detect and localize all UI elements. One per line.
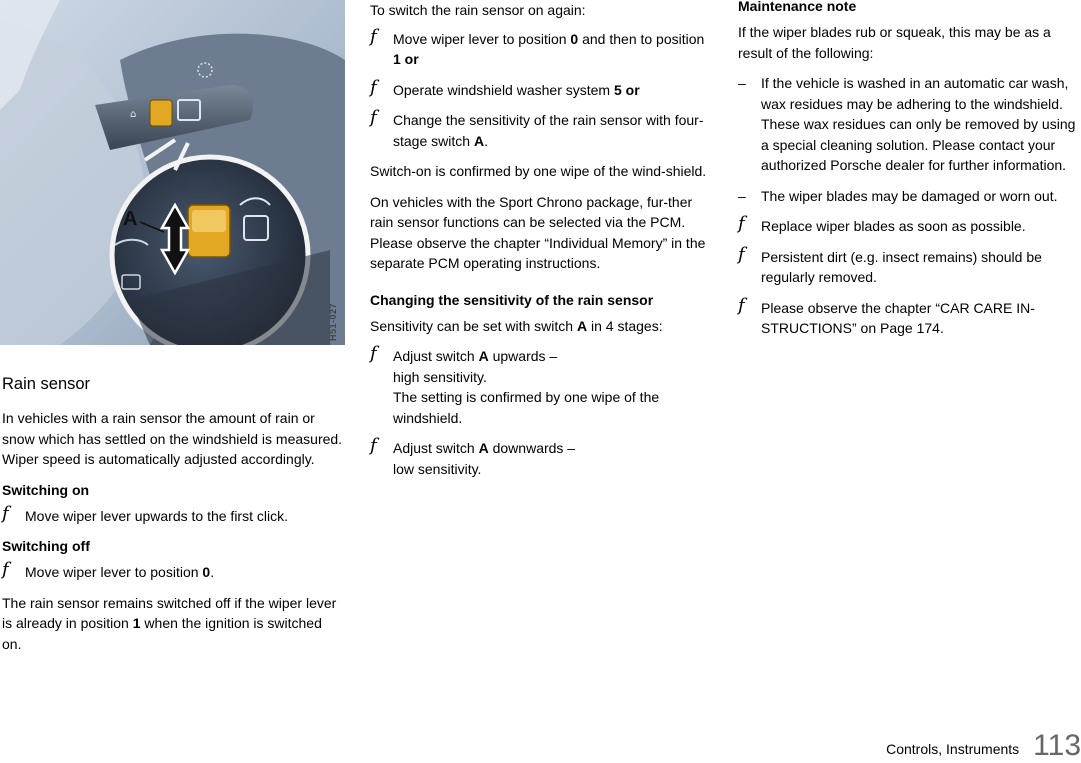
subheading-switching-off: Switching off [2,538,90,554]
bullet-marker: f [370,76,377,98]
step-switching-off [2,559,345,583]
page-number: 113 [1033,729,1081,762]
maintenance-intro: If the wiper blades rub or squeak, this may be as a result of the following: [738,24,1051,61]
switch-on-again-title: To switch the rain sensor on again: [370,2,586,18]
bullet-marker: f [370,435,377,456]
position-value: 0 [202,564,211,580]
switching-off-note: The rain sensor remains switched off if the wiper lever is already in position 1 when the ignition is switched on. [2,594,337,652]
bullet-marker: f [370,25,377,47]
column-left [2,0,345,664]
svg-text:⌂: ⌂ [130,109,137,120]
rain-sensor-intro: In vehicles with a rain sensor the amount of rain or snow which has settled on the windshield is measured. Wiper speed is automatically adjusted accordingly. [2,410,343,467]
cause-wax-residues: – If the vehicle is washed in an automatic car wash, wax residues may be adhering to the windshield. These wax residues can only be removed by using a special cleaning solution. Please contact your authorized Porsche dealer for further information. [738,75,1076,173]
wiper-switch-photo [0,0,345,345]
wiper-switch-illustration [0,0,345,345]
sensitivity-intro: Sensitivity can be set with switch A in 4 stages: [370,317,663,334]
column-middle [370,0,714,489]
step-adjust-down: f Adjust switch A downwards – low sensitivity. [370,435,576,477]
bullet-marker: f [2,502,9,524]
figure-code: H51-027 [327,302,338,341]
bullet-marker: f [738,243,745,265]
step-washer-system: f Operate windshield washer system 5 or [370,76,640,98]
step-change-sensitivity: f Change the sensitivity of the rain sensor with four-stage switch A. [370,107,704,149]
sport-chrono-text: On vehicles with the Sport Chrono package, fur-ther rain sensor functions can be selected via the PCM. [370,193,693,230]
step-text: Move wiper lever to position [25,564,203,580]
footer-section-title: Controls, Instruments [886,740,1020,757]
subheading-switching-on: Switching on [2,481,90,498]
section-heading-rain-sensor: Rain sensor [2,375,91,393]
bullet-marker: f [370,343,377,364]
step-text: Move wiper lever upwards to the first click. [25,507,288,524]
step-wiper-lever: f Move wiper lever to position 0 and then to position 1 or [370,25,705,67]
step-replace-blades: f Replace wiper blades as soon as possible. [738,213,1026,234]
dash-marker: – [738,187,746,204]
cause-worn-blades: – The wiper blades may be damaged or worn out. [738,186,1080,207]
subheading-changing-sensitivity: Changing the sensitivity of the rain sensor [370,291,654,308]
subheading-maintenance-note: Maintenance note [738,0,857,14]
bullet-marker: f [2,559,9,580]
dash-marker: – [738,75,746,91]
step-car-care-reference: f Please observe the chapter “CAR CARE IN-STRUCTIONS” on Page 174. [738,294,1035,336]
bullet-marker: f [370,107,377,128]
switch-on-confirm-text: Switch-on is confirmed by one wipe of the wind-shield. [370,163,707,179]
step-text-end: . [210,564,215,580]
pcm-reference-text: Please observe the chapter “Individual Memory” in the separate PCM operating instructions. [370,234,706,271]
bullet-marker: f [738,294,745,316]
photo-switch-label-a: A [123,208,138,230]
bullet-marker: f [738,213,745,234]
step-adjust-up: f Adjust switch A upwards – high sensitivity. The setting is confirmed by one wipe of the windshield. [370,343,660,426]
step-remove-dirt: f Persistent dirt (e.g. insect remains) should be regularly removed. [738,243,1042,285]
step-switching-on [2,502,345,527]
column-right [738,0,1080,349]
